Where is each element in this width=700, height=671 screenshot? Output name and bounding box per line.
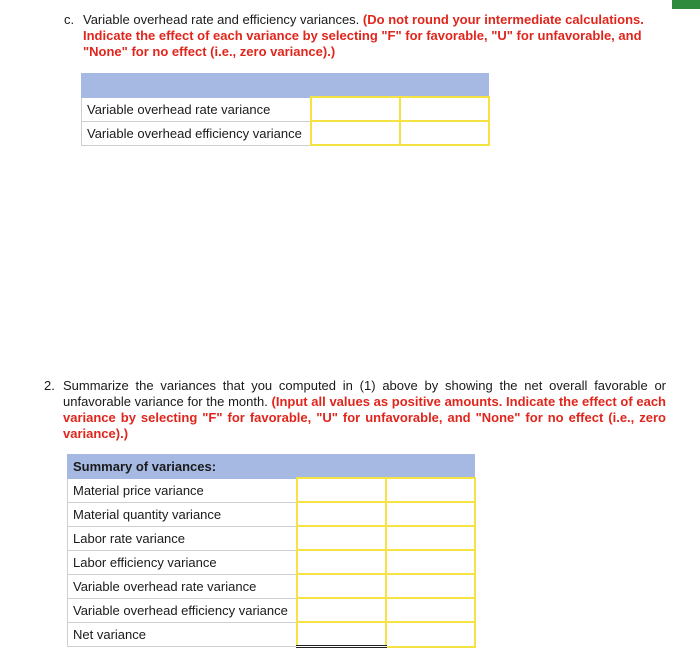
row-label: Labor rate variance [68, 526, 297, 550]
header-cell [400, 74, 489, 98]
amount-input[interactable] [298, 479, 385, 501]
question-c-instruction: (Do not round your intermediate calculations. Indicate the effect of each variance by selecting "F" for favorable, "U" for unfavorable, and "None" for no effect (i.e., zero variance).) [83, 12, 644, 59]
header-cell [311, 74, 400, 98]
header-cell [82, 74, 311, 98]
amount-input[interactable] [312, 98, 399, 120]
question-2-instruction: (Input all values as positive amounts. Indicate the effect of each variance by selecting "F" for favorable, "U" for unfavorable, and "None" for no effect (i.e., zero variance).) [63, 394, 666, 441]
amount-cell[interactable] [297, 574, 386, 598]
question-c [64, 12, 674, 60]
summary-header: Summary of variances: [68, 455, 297, 479]
amount-input[interactable] [298, 599, 385, 621]
question-2 [44, 378, 666, 442]
net-amount-input[interactable] [298, 623, 385, 645]
effect-cell[interactable] [386, 598, 475, 622]
summary-of-variances-table [67, 454, 476, 648]
row-label: Material price variance [68, 478, 297, 502]
net-amount-cell[interactable] [297, 622, 386, 647]
table-row [82, 121, 489, 145]
amount-cell[interactable] [297, 598, 386, 622]
table-row [68, 550, 475, 574]
row-label: Labor efficiency variance [68, 550, 297, 574]
effect-input[interactable] [387, 551, 474, 573]
corner-tab [672, 0, 700, 9]
row-label: Net variance [68, 622, 297, 647]
table-row [68, 502, 475, 526]
table-row [68, 478, 475, 502]
amount-input[interactable] [298, 551, 385, 573]
effect-input[interactable] [401, 122, 488, 144]
effect-input[interactable] [387, 599, 474, 621]
table-row [68, 598, 475, 622]
effect-cell[interactable] [386, 550, 475, 574]
effect-cell[interactable] [400, 97, 489, 121]
effect-cell[interactable] [400, 121, 489, 145]
amount-cell[interactable] [297, 502, 386, 526]
table-row [68, 574, 475, 598]
amount-input[interactable] [298, 575, 385, 597]
effect-input[interactable] [401, 98, 488, 120]
table-row [82, 97, 489, 121]
header-cell [297, 455, 386, 479]
row-label: Variable overhead rate variance [68, 574, 297, 598]
row-label: Variable overhead rate variance [82, 97, 311, 121]
net-effect-input[interactable] [387, 623, 474, 646]
effect-input[interactable] [387, 503, 474, 525]
amount-cell[interactable] [311, 97, 400, 121]
effect-cell[interactable] [386, 478, 475, 502]
amount-cell[interactable] [297, 550, 386, 574]
effect-cell[interactable] [386, 574, 475, 598]
question-2-intro: Summarize the variances that you computed in (1) above by showing the net overall favorable or unfavorable variance for the month. [63, 378, 666, 409]
amount-input[interactable] [298, 527, 385, 549]
question-c-intro: Variable overhead rate and efficiency variances. [83, 12, 360, 27]
effect-input[interactable] [387, 527, 474, 549]
question-c-label: c. [64, 12, 75, 27]
amount-cell[interactable] [297, 478, 386, 502]
variable-overhead-table [81, 73, 490, 146]
net-effect-cell[interactable] [386, 622, 475, 647]
table-header-row [68, 455, 475, 479]
table-row [68, 526, 475, 550]
effect-cell[interactable] [386, 502, 475, 526]
net-variance-row [68, 622, 475, 647]
row-label: Variable overhead efficiency variance [68, 598, 297, 622]
amount-cell[interactable] [297, 526, 386, 550]
header-cell [386, 455, 475, 479]
amount-input[interactable] [298, 503, 385, 525]
row-label: Material quantity variance [68, 502, 297, 526]
effect-cell[interactable] [386, 526, 475, 550]
amount-cell[interactable] [311, 121, 400, 145]
table-header-row [82, 74, 489, 98]
effect-input[interactable] [387, 479, 474, 501]
amount-input[interactable] [312, 122, 399, 144]
row-label: Variable overhead efficiency variance [82, 121, 311, 145]
effect-input[interactable] [387, 575, 474, 597]
question-2-label: 2. [44, 378, 55, 393]
